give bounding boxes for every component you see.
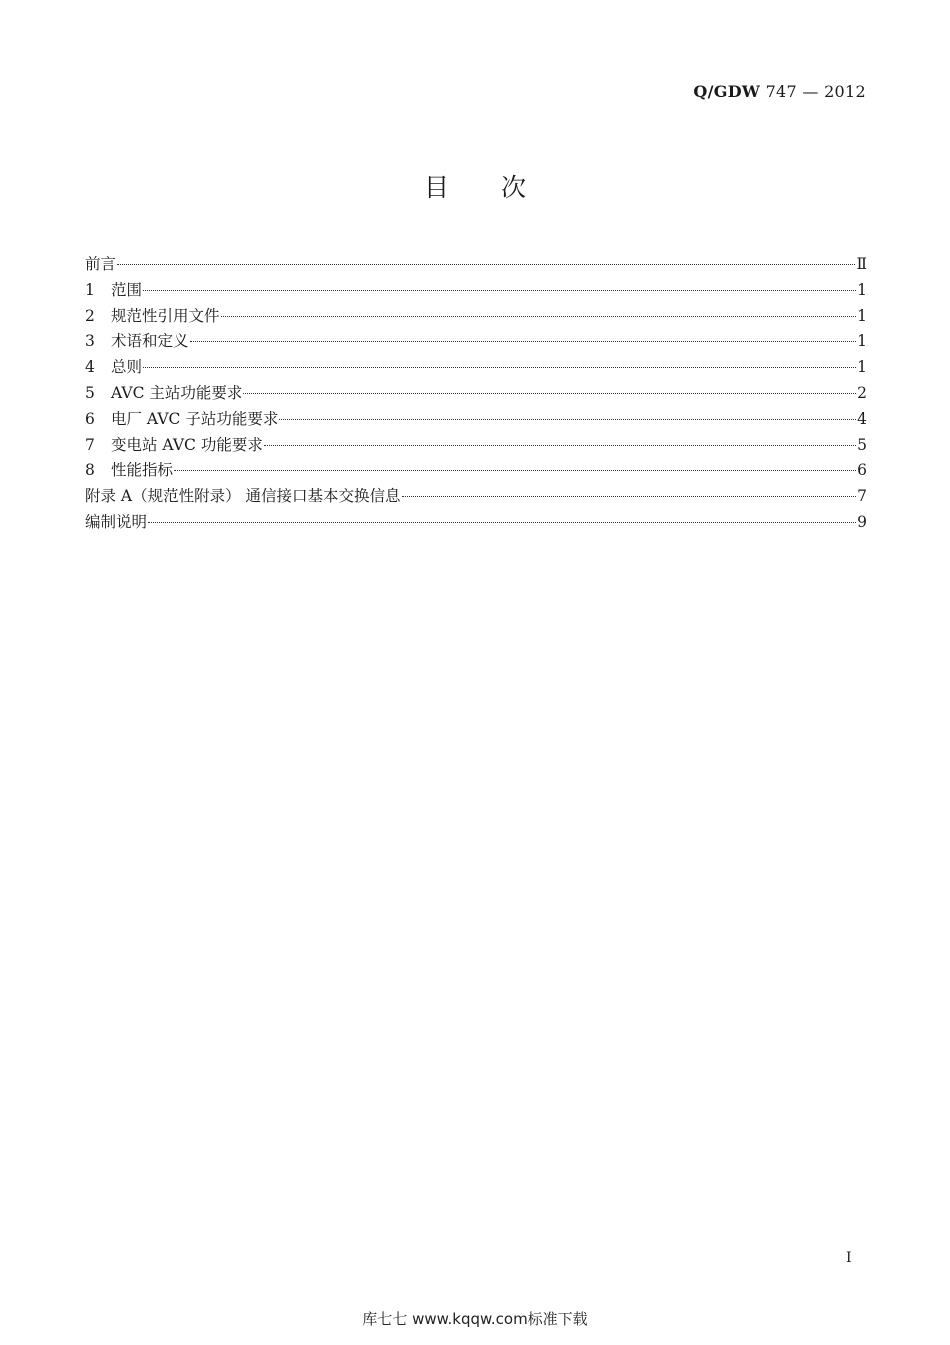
toc-entry-label: 附录 A（规范性附录） 通信接口基本交换信息 [85, 487, 401, 506]
toc-entry-label: 性能指标 [111, 461, 174, 480]
toc-leader-dots [143, 366, 856, 368]
toc-entry-terms-definitions[interactable] [85, 329, 867, 355]
toc-entry-page: 7 [857, 487, 867, 506]
footer-watermark: 库七七 www.kqqw.com标准下载 [362, 1310, 588, 1328]
toc-leader-dots [264, 444, 856, 446]
toc-entry-avc-master[interactable] [85, 381, 867, 407]
toc-entry-compilation-notes[interactable] [85, 510, 867, 536]
table-of-contents [85, 252, 867, 536]
toc-entry-page: Ⅱ [856, 255, 867, 273]
toc-entry-page: 1 [857, 280, 867, 299]
toc-entry-foreword[interactable] [85, 252, 867, 278]
standard-code: Q/GDW [693, 82, 761, 101]
toc-entry-label: 编制说明 [85, 512, 148, 531]
toc-entry-page: 1 [857, 332, 867, 351]
toc-entry-page: 9 [857, 512, 867, 531]
toc-entry-page: 1 [857, 306, 867, 325]
page-title [0, 168, 950, 204]
toc-entry-label: 范围 [111, 280, 143, 299]
toc-leader-dots [148, 521, 856, 523]
toc-entry-number: 1 [85, 280, 95, 299]
toc-entry-number: 8 [85, 461, 95, 480]
toc-leader-dots [243, 392, 856, 394]
toc-entry-label: 规范性引用文件 [111, 306, 220, 325]
toc-entry-number: 2 [85, 306, 95, 325]
toc-entry-page: 1 [857, 358, 867, 377]
toc-entry-number: 6 [85, 409, 95, 428]
toc-entry-number: 4 [85, 358, 95, 377]
toc-entry-page: 6 [857, 461, 867, 480]
toc-entry-label: 术语和定义 [111, 332, 189, 351]
toc-leader-dots [117, 263, 855, 265]
toc-leader-dots [402, 495, 857, 497]
toc-entry-number: 7 [85, 435, 95, 454]
toc-leader-dots [279, 418, 856, 420]
toc-entry-label: 前言 [85, 255, 117, 273]
toc-entry-label: 电厂 AVC 子站功能要求 [111, 409, 279, 428]
toc-entry-general[interactable] [85, 355, 867, 381]
toc-entry-number: 3 [85, 332, 95, 351]
toc-entry-normative-references[interactable] [85, 304, 867, 330]
toc-entry-page: 4 [857, 409, 867, 428]
toc-entry-page: 5 [857, 435, 867, 454]
title-char-left: 目 [423, 173, 449, 202]
standard-number: 747 — 2012 [765, 82, 866, 101]
toc-entry-label: 变电站 AVC 功能要求 [111, 435, 263, 454]
toc-entry-plant-avc-substation[interactable] [85, 407, 867, 433]
toc-entry-appendix-a[interactable] [85, 484, 867, 510]
toc-entry-substation-avc[interactable] [85, 433, 867, 459]
toc-entry-number: 5 [85, 383, 95, 402]
toc-entry-label: 总则 [111, 358, 143, 377]
document-header [693, 82, 866, 101]
toc-entry-label: AVC 主站功能要求 [111, 383, 243, 402]
toc-leader-dots [143, 289, 856, 291]
toc-leader-dots [190, 340, 857, 342]
toc-entry-performance[interactable] [85, 458, 867, 484]
toc-entry-page: 2 [857, 383, 867, 402]
title-char-right: 次 [501, 173, 527, 202]
toc-entry-scope[interactable] [85, 278, 867, 304]
toc-leader-dots [174, 469, 856, 471]
toc-leader-dots [221, 315, 857, 317]
page-number: I [846, 1250, 852, 1266]
